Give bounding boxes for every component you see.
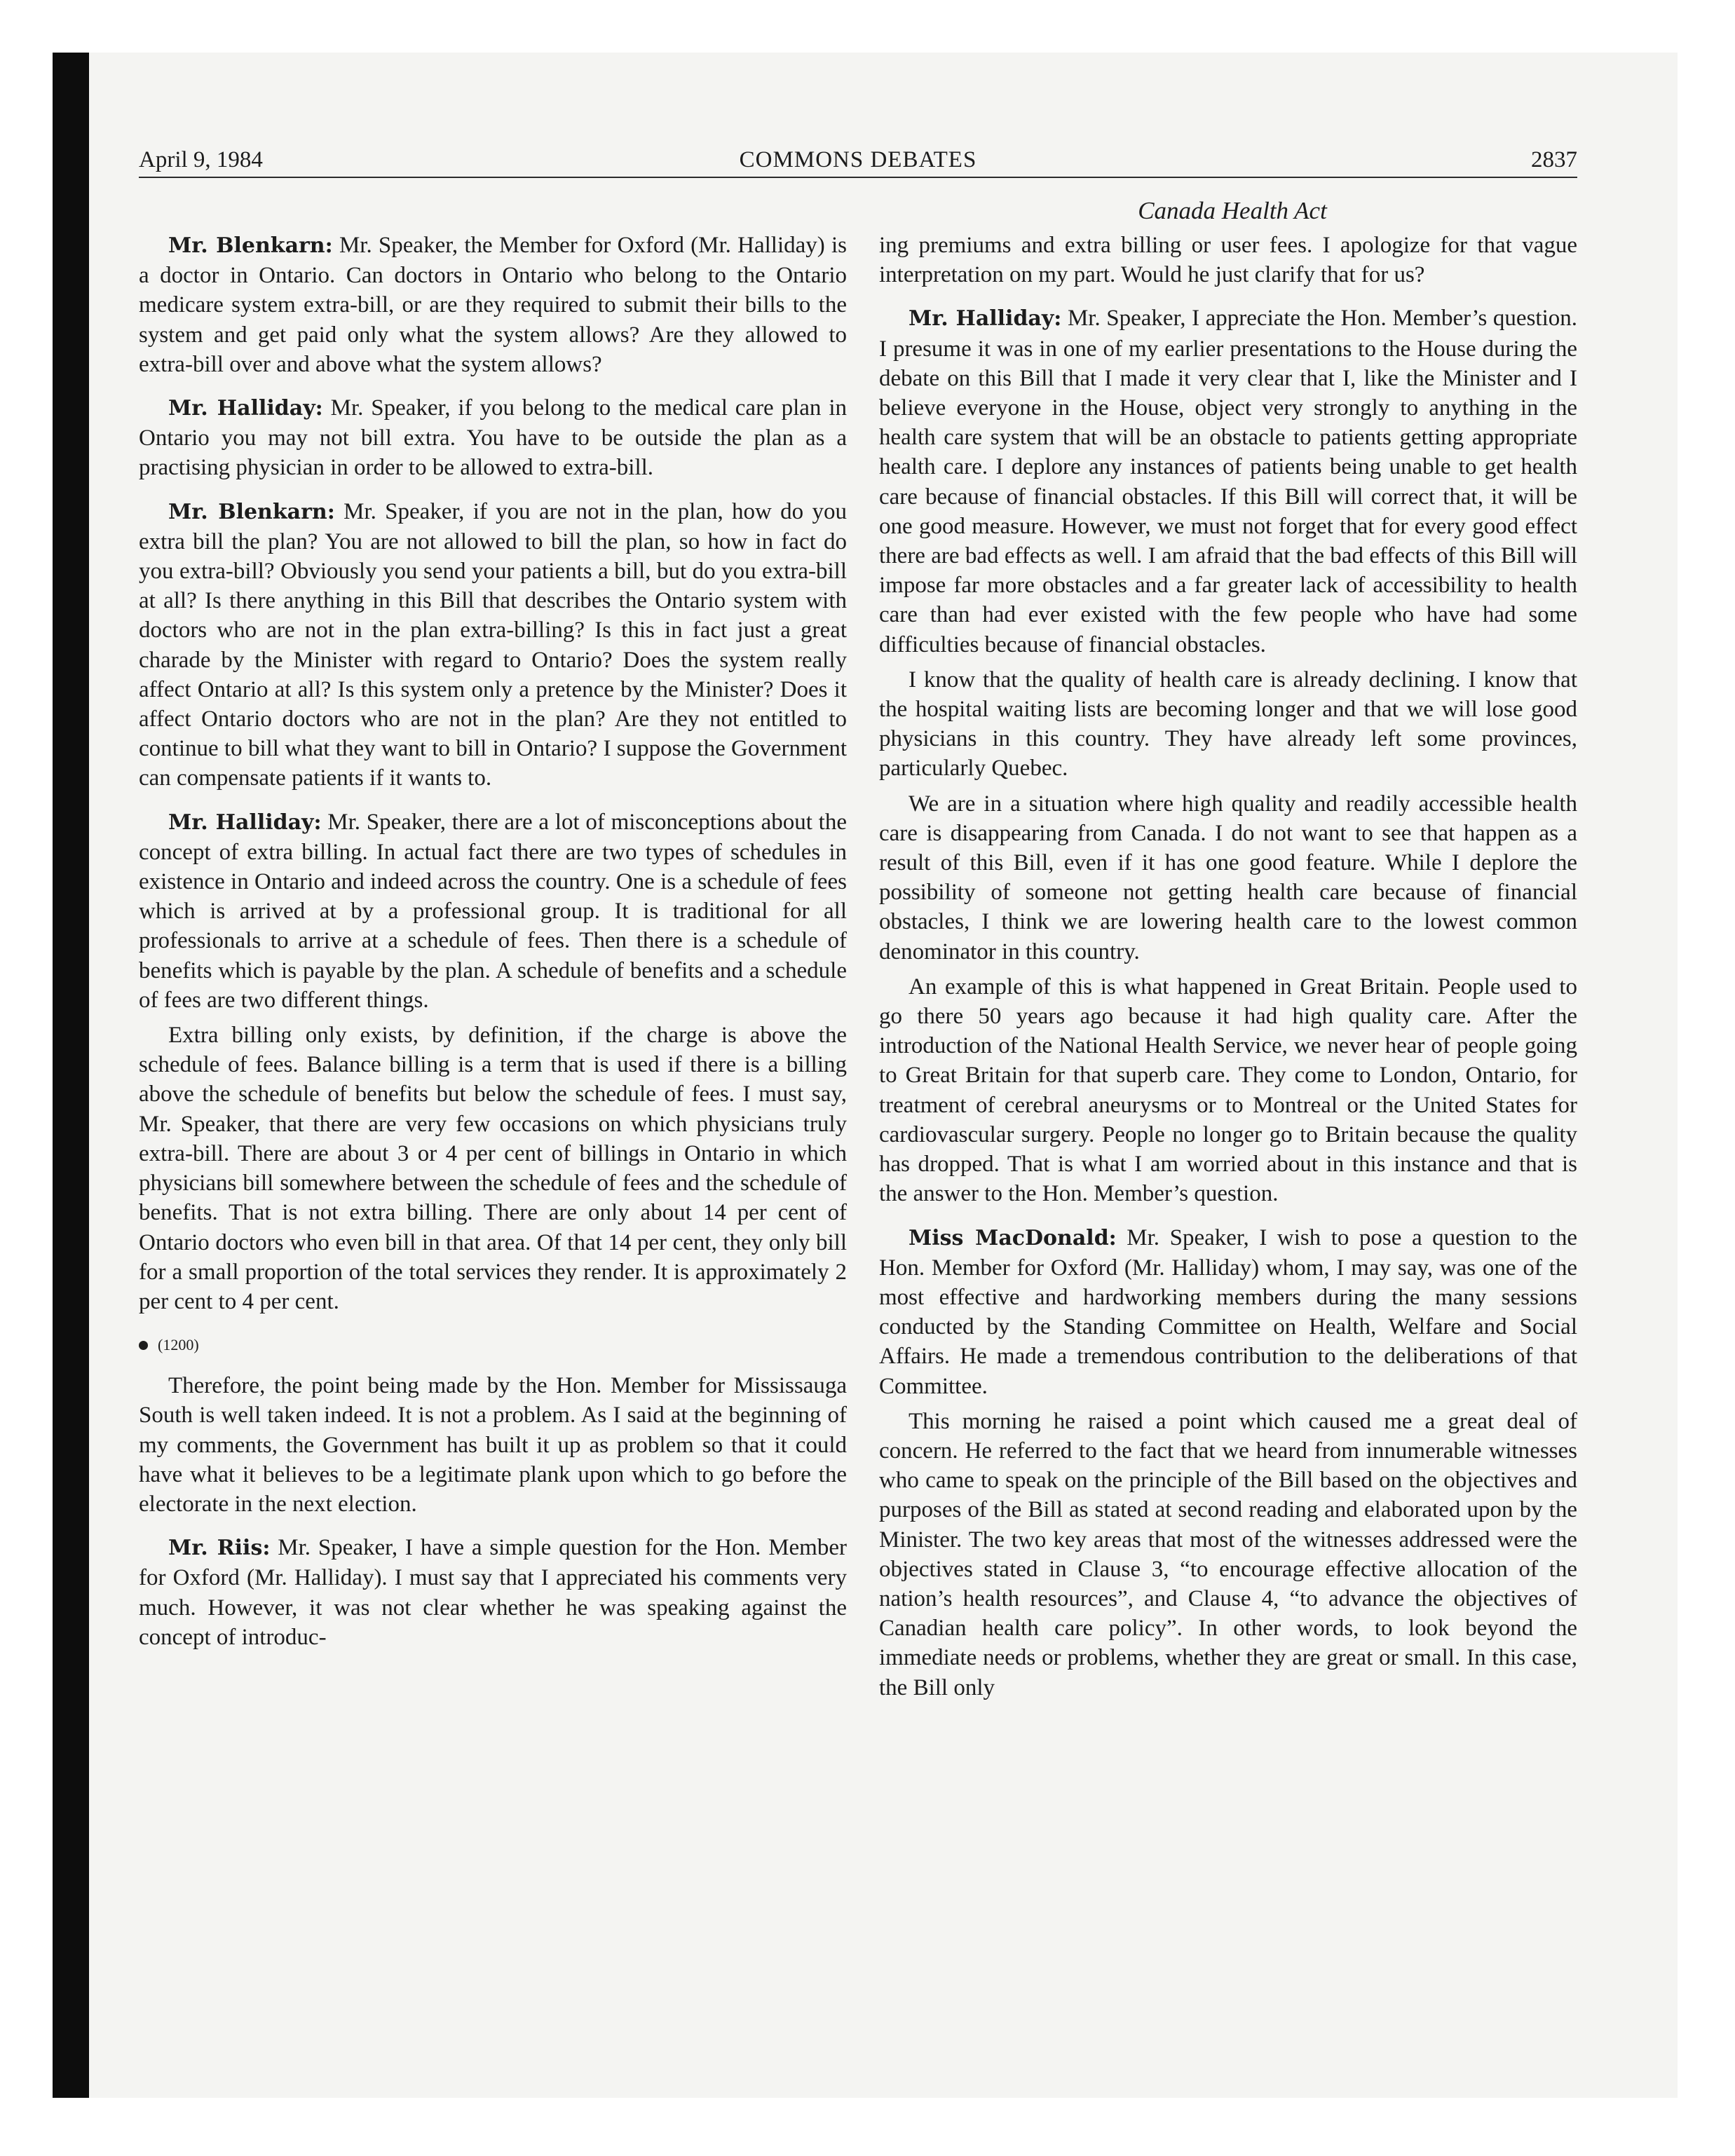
header-publication: COMMONS DEBATES bbox=[739, 147, 977, 172]
paragraph bbox=[139, 1021, 847, 1316]
header-date: April 9, 1984 bbox=[139, 147, 263, 172]
paragraph bbox=[879, 789, 1577, 967]
speaker-name: Mr. Halliday: bbox=[168, 396, 323, 421]
paragraph-text: Mr. Speaker, there are a lot of misconceptions about the concept of extra billing. In actual fact there are two types of schedules in existence in Ontario and indeed across the country. One is a schedule of fees which is arrived at by a professional group. It is traditional for all professionals to arrive at a schedule of fees. Then there is a schedule of benefits which is payable by the plan. A schedule of benefits and a schedule of fees are two different things. bbox=[139, 809, 847, 1013]
running-header bbox=[139, 143, 1577, 178]
speaker-name: Mr. Blenkarn: bbox=[168, 499, 335, 524]
paragraph-text: Mr. Speaker, if you belong to the medical care plan in Ontario you may not bill extra. You have to be outside the plan as a practising physician in order to be allowed to extra-bill. bbox=[139, 395, 848, 481]
header-page-number: 2837 bbox=[1531, 147, 1577, 172]
paragraph bbox=[139, 1533, 847, 1652]
right-column bbox=[879, 231, 1577, 1703]
bullet-icon bbox=[139, 1341, 148, 1350]
paragraph-text: Mr. Speaker, if you are not in the plan, how do you extra bill the plan? You are not allowed to bill the plan, so how in fact do you extra-bill? Obviously you send your patients a bill, but do you extra-bill at all? Is there anything in this Bill that describes the Ontario system with doctors who are not in the plan extra-billing? Is this in fact just a great charade by the Minister with regard to Ontario? Does the system really affect Ontario at all? Is this system only a pretence by the Minister? Does it affect Ontario doctors who are not in the plan? Are they not entitled to continue to bill what they want to bill in Ontario? I suppose the Government can compensate patients if it wants to. bbox=[139, 498, 847, 791]
paragraph-continuation bbox=[879, 231, 1577, 289]
paragraph-text: Mr. Speaker, I appreciate the Hon. Member’s question. I presume it was in one of my earlier presentations to the House during the debate on this Bill that I made it very clear that I, like the Minister and I believe everyone in the House, object very strongly to anything in the health care system that will be an obstacle to patients getting appropriate health care. I deplore any instances of patients being unable to get health care because of financial obstacles. If this Bill will correct that, it will be one good measure. However, we must not forget that for every good effect there are bad effects as well. I am afraid that the bad effects of this Bill will impose far more obstacles and a far greater lack of accessibility to health care than had ever existed with the few people who have had some difficulties because of financial obstacles. bbox=[879, 306, 1578, 657]
paragraph-text: Extra billing only exists, by definition, if the charge is above the schedule of fees. Balance billing is a term that is used if there is a billing above the schedule of benefits but below the schedule of fees. I must say, Mr. Speaker, that there are very few occasions on which physicians truly extra-bill. There are about 3 or 4 per cent of billings in Ontario in which physicians bill somewhere between the schedule of fees and the schedule of benefits. That is not extra billing. There are only about 14 per cent of Ontario doctors who even bill in that area. Of that 14 per cent, they only bill for a small proportion of the total services they render. It is approximately 2 per cent to 4 per cent. bbox=[139, 1023, 847, 1314]
speaker-name: Mr. Blenkarn: bbox=[168, 233, 333, 258]
paragraph-text: Mr. Speaker, I have a simple question for the Hon. Member for Oxford (Mr. Halliday). I must say that I appreciated his comments very much. However, it was not clear whether he was speaking against the concept of introduc- bbox=[139, 1535, 847, 1650]
paragraph-text: Mr. Speaker, I wish to pose a question to the Hon. Member for Oxford (Mr. Halliday) whom, I may say, was one of the most effective and hardworking members during the many sessions conducted by the Standing Committee on Health, Welfare and Social Affairs. He made a tremendous contribution to the deliberations of that Committee. bbox=[879, 1224, 1578, 1399]
speaker-name: Mr. Halliday: bbox=[168, 810, 322, 835]
paragraph-text: Mr. Speaker, the Member for Oxford (Mr. Halliday) is a doctor in Ontario. Can doctors in Ontario who belong to the Ontario medicare system extra-bill, or are they required to submit their bills to the system and get paid only what the system allows? Are they allowed to extra-bill over and above what the system allows? bbox=[139, 233, 848, 377]
paragraph bbox=[879, 1407, 1577, 1703]
paragraph bbox=[879, 303, 1577, 659]
speaker-name: Miss MacDonald: bbox=[909, 1225, 1117, 1250]
paragraph bbox=[139, 807, 847, 1015]
speaker-name: Mr. Halliday: bbox=[909, 306, 1062, 332]
paragraph-text: I know that the quality of health care is already declining. I know that the hospital waiting lists are becoming longer and that we will lose good physicians in this country. They have already left some provinces, particularly Quebec. bbox=[879, 667, 1577, 782]
paragraph-text: An example of this is what happened in Great Britain. People used to go there 50 years ago because it had high quality care. After the introduction of the National Health Service, we never hear of people going to Great Britain for that superb care. They come to London, Ontario, for treatment of cerebral aneurysms or to Montreal or the United States for cardiovascular surgery. People no longer go to Britain because the quality has dropped. That is what I am worried about in this instance and that is the answer to the Hon. Member’s question. bbox=[879, 974, 1577, 1207]
paragraph-text: Therefore, the point being made by the Hon. Member for Mississauga South is well taken indeed. It is not a problem. As I said at the beginning of my comments, the Government has built it up as problem so that it could have what it believes to be a legitimate plank upon which to go before the electorate in the next election. bbox=[139, 1373, 847, 1517]
time-marker-text: (1200) bbox=[158, 1336, 199, 1354]
paragraph bbox=[139, 231, 847, 379]
paragraph-text: This morning he raised a point which caused me a great deal of concern. He referred to the fact that we heard from innumerable witnesses who came to speak on the principle of the Bill based on the objectives and purposes of the Bill as stated at second reading and elaborated upon by the Minister. The two key areas that most of the witnesses addressed were the objectives stated in Clause 3, “to encourage effective allocation of the nation’s health resources”, and Clause 4, “to advance the objectives of Canadian health care policy”. In other words, to look beyond the immediate needs or problems, whether they are great or small. In this case, the Bill only bbox=[879, 1408, 1577, 1700]
scan-edge-shadow bbox=[53, 53, 89, 2098]
paragraph-text: ing premiums and extra billing or user fees. I apologize for that vague interpretation on my part. Would he just clarify that for us? bbox=[879, 233, 1577, 288]
paragraph bbox=[879, 1223, 1577, 1401]
paragraph bbox=[139, 393, 847, 483]
paragraph bbox=[879, 972, 1577, 1209]
left-column bbox=[139, 231, 847, 1652]
paragraph bbox=[879, 665, 1577, 784]
time-marker bbox=[139, 1335, 847, 1356]
paragraph-text: We are in a situation where high quality and readily accessible health care is disappearing from Canada. I do not want to see that happen as a result of this Bill, even if it has one good feature. While I deplore the possibility of someone not getting health care because of financial obstacles, I think we are lowering health care to the lowest common denominator in this country. bbox=[879, 791, 1577, 964]
section-subheader: Canada Health Act bbox=[1138, 197, 1327, 224]
paragraph bbox=[139, 1371, 847, 1519]
paragraph bbox=[139, 497, 847, 793]
speaker-name: Mr. Riis: bbox=[168, 1536, 271, 1561]
